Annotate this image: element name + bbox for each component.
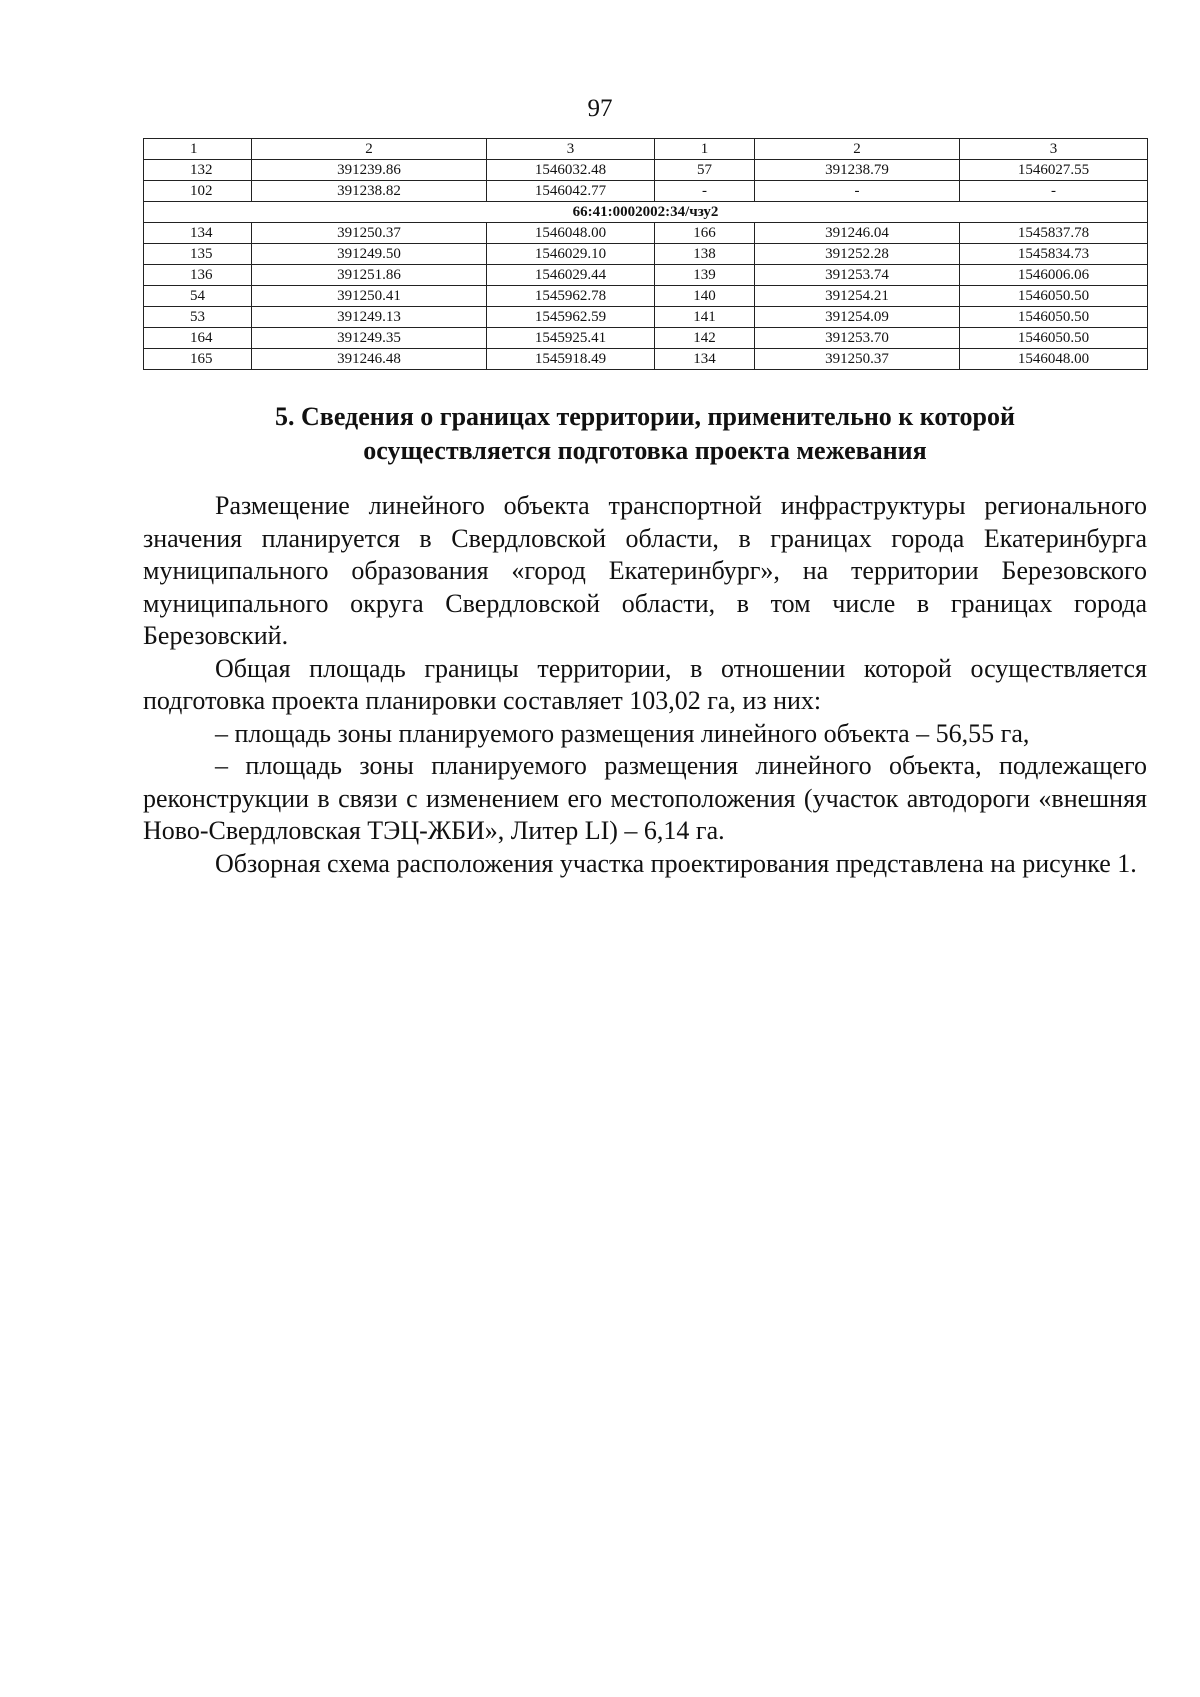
table-cell: 391252.28: [755, 244, 960, 265]
table-row: [144, 349, 1148, 370]
table-cell: 1545962.78: [487, 286, 655, 307]
table-cell: 53: [144, 307, 252, 328]
table-cell: 134: [655, 349, 755, 370]
list-item-reconstruction-area: – площадь зоны планируемого размещения линейного объекта, подлежащего реконструкции в связи с изменением его местоположения (участок автодороги «внешняя Ново-Свердловская ТЭЦ-ЖБИ», Литер LI) – 6,14 га.: [143, 751, 1147, 845]
table-cell: 164: [144, 328, 252, 349]
table-cell: 391246.48: [252, 349, 487, 370]
paragraph-overview-scheme: Обзорная схема расположения участка проектирования представлена на рисунке 1.: [215, 848, 1137, 878]
table-cell: 1546050.50: [960, 328, 1148, 349]
table-section-row: [144, 202, 1148, 223]
table-cell: 1546050.50: [960, 286, 1148, 307]
table-cell: 1545918.49: [487, 349, 655, 370]
page-number: 97: [587, 95, 613, 122]
table-cell: 57: [655, 160, 755, 181]
table-header-cell: 3: [487, 139, 655, 160]
list-item-placement-area: – площадь зоны планируемого размещения линейного объекта – 56,55 га,: [215, 718, 1030, 748]
table-cell: 139: [655, 265, 755, 286]
table-cell: 1546050.50: [960, 307, 1148, 328]
table-cell: 138: [655, 244, 755, 265]
table-row: [144, 160, 1148, 181]
table-header-cell: 2: [252, 139, 487, 160]
table-cell: 134: [144, 223, 252, 244]
table-cell: -: [755, 181, 960, 202]
section-heading-line1: 5. Сведения о границах территории, применительно к которой: [275, 402, 1015, 431]
table-cell: -: [655, 181, 755, 202]
section-heading-line2: осуществляется подготовка проекта межевания: [363, 436, 927, 465]
table-cell: 391253.74: [755, 265, 960, 286]
paragraph-location: Размещение линейного объекта транспортной инфраструктуры регионального значения планируется в Свердловской области, в границах города Екатеринбурга муниципального образования «город Екатеринбург», на территории Березовского муниципального округа Свердловской области, в том числе в границах города Березовский.: [143, 491, 1147, 650]
table-cell: 1546042.77: [487, 181, 655, 202]
table-cell: 1546048.00: [487, 223, 655, 244]
table-cell: 391249.50: [252, 244, 487, 265]
table-cell: 391239.86: [252, 160, 487, 181]
table-cell: 391254.21: [755, 286, 960, 307]
table-cell: 1546032.48: [487, 160, 655, 181]
table-cell: 140: [655, 286, 755, 307]
table-cell: 391249.35: [252, 328, 487, 349]
table-cell: 135: [144, 244, 252, 265]
table-header-cell: 1: [655, 139, 755, 160]
body-text: [143, 490, 1147, 880]
table-cell: 1546027.55: [960, 160, 1148, 181]
table-cell: 1546006.06: [960, 265, 1148, 286]
table-cell: 132: [144, 160, 252, 181]
table-cell: 1545925.41: [487, 328, 655, 349]
table-cell: 1546029.10: [487, 244, 655, 265]
table-section-label: 66:41:0002002:34/чзу2: [144, 202, 1148, 223]
table-cell: 391250.37: [252, 223, 487, 244]
table-cell: 391238.82: [252, 181, 487, 202]
table-cell: 391249.13: [252, 307, 487, 328]
table-cell: 136: [144, 265, 252, 286]
table-row: [144, 328, 1148, 349]
table-cell: 1546029.44: [487, 265, 655, 286]
table-cell: 165: [144, 349, 252, 370]
table-cell: 166: [655, 223, 755, 244]
table-row: [144, 223, 1148, 244]
table-cell: 391253.70: [755, 328, 960, 349]
table-cell: 391238.79: [755, 160, 960, 181]
table-cell: 54: [144, 286, 252, 307]
table-header-row: [144, 139, 1148, 160]
table-row: [144, 286, 1148, 307]
paragraph-total-area: Общая площадь границы территории, в отношении которой осуществляется подготовка проекта планировки составляет 103,02 га, из них:: [143, 653, 1147, 715]
table-cell: 102: [144, 181, 252, 202]
table-cell: 391246.04: [755, 223, 960, 244]
table-cell: 1545837.78: [960, 223, 1148, 244]
table-header-cell: 3: [960, 139, 1148, 160]
table-header-cell: 1: [144, 139, 252, 160]
table-cell: 391254.09: [755, 307, 960, 328]
table-row: [144, 307, 1148, 328]
table-cell: 1546048.00: [960, 349, 1148, 370]
table-cell: 391251.86: [252, 265, 487, 286]
table-cell: -: [960, 181, 1148, 202]
table-cell: 1545962.59: [487, 307, 655, 328]
table-row: [144, 265, 1148, 286]
section-heading: [143, 400, 1147, 468]
table-header-cell: 2: [755, 139, 960, 160]
table-cell: 391250.37: [755, 349, 960, 370]
table-cell: 142: [655, 328, 755, 349]
table-cell: 391250.41: [252, 286, 487, 307]
table-row: [144, 244, 1148, 265]
table-cell: 141: [655, 307, 755, 328]
table-row: [144, 181, 1148, 202]
table-cell: 1545834.73: [960, 244, 1148, 265]
coordinates-table: [143, 138, 1148, 370]
